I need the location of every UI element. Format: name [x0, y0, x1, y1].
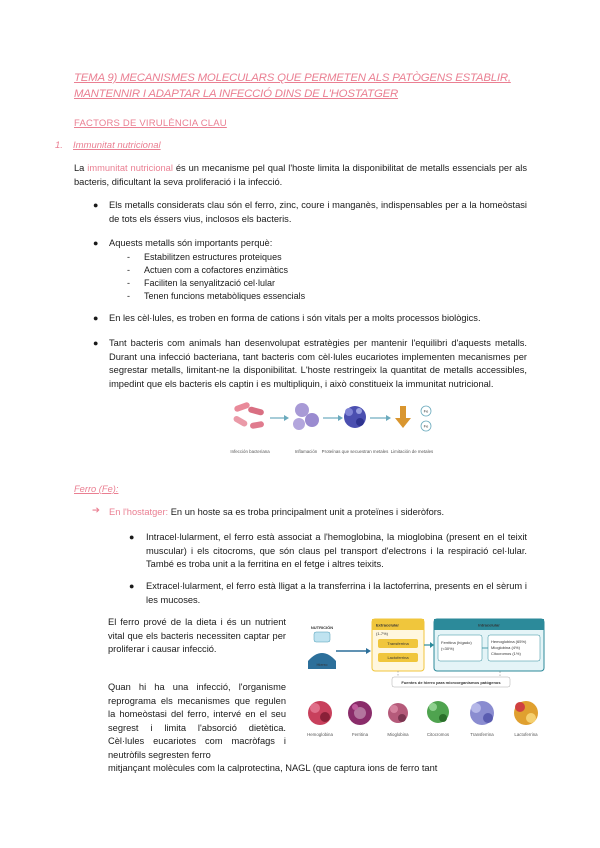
bacteria-icon — [232, 401, 264, 429]
sub-item-text: Estabilitzen estructures proteiques — [144, 252, 282, 262]
immunity-figure — [228, 398, 443, 470]
bullet-text-2: Aquests metalls són importants perquè: — [109, 238, 273, 248]
fe-badge-icon — [421, 406, 431, 431]
extracellular-box — [372, 619, 424, 671]
diet-paragraph: El ferro prové de la dieta i és un nutrient vital que els bacteris necessiten captar per proliferar i causar infecció. — [108, 617, 286, 654]
section-heading: FACTORS DE VIRULÈNCIA CLAU — [74, 118, 227, 129]
sub-item: - Estabilitzen estructures proteiques — [127, 252, 282, 262]
protein-label: Mioglobina — [387, 732, 409, 737]
hostatger-lead: En l'hostatger: — [109, 507, 169, 517]
sub-item-text: Actuen com a cofactores enzimàtics — [144, 265, 289, 275]
sources-label: Fuentes de hierro para microorganismos patógenos — [401, 680, 501, 685]
intro-term: immunitat nutricional — [87, 163, 173, 173]
lactoferrina-icon — [514, 701, 538, 725]
down-arrow-icon — [395, 406, 411, 428]
intro-lead: La — [74, 163, 85, 173]
bullet-dot: ● — [93, 238, 99, 248]
ferritin-label: Ferritina (hígado) — [441, 640, 472, 645]
intracellular-item: Citocromos (1%) — [491, 651, 521, 656]
intracellular-title: Intracelular — [478, 622, 500, 628]
bullet-dot: ● — [129, 532, 135, 542]
intracellular-item: Mioglobina (4%) — [491, 645, 520, 650]
bullet-dot: ● — [93, 200, 99, 210]
ferro-bullet-2: Extracel·lularment, el ferro està lligat a la transferrina i la lactoferrina, presents en el sèrum i les mucoses. — [146, 581, 527, 605]
hemoglobina-icon — [308, 701, 332, 725]
ferro-bullet-1: Intracel·lularment, el ferro està associat a l'hemoglobina, la mioglobina (present en el teixit muscular) i els citocroms, que són claus pel transport d'electrons i la respiració cel·lular. També es troba unit a la ferritina en el fetge i altres teixits. — [146, 532, 527, 569]
infection-paragraph: Quan hi ha una infecció, l'organisme reprograma els mecanismes que regulen la homeòstasi del ferro, intervé en el seu segrest i limita l'absorció dietètica. Cèl·lules eucariotes com macròfags i neutròfils segresten ferro — [108, 682, 286, 760]
iron-figure — [300, 615, 550, 755]
nutrition-block — [308, 625, 336, 669]
sub-item-text: Tenen funcions metabòliques essencials — [144, 291, 306, 301]
figure-label: Proteínas que secuestran metales — [321, 449, 389, 454]
sub-item: - Actuen com a cofactores enzimàtics — [127, 265, 289, 275]
fe-badge-label: Fe — [423, 423, 429, 429]
intracellular-item: Hemoglobina (65%) — [491, 639, 527, 644]
title-line-1: TEMA 9) MECANISMES MOLECULARS QUE PERMETEN ALS PATÒGENS ESTABLIR, — [74, 72, 511, 84]
mioglobina-icon — [388, 703, 408, 723]
extracellular-title: Extracelular — [376, 622, 399, 628]
protein-label: Hemoglobina — [307, 732, 333, 737]
infection-paragraph-continued: mitjançant molècules com la calprotectina, NAGL (que captura ions de ferro tant — [108, 763, 438, 773]
figure-label: Limitación de metales — [390, 449, 434, 454]
figure-label: Infección bacteriana — [230, 449, 270, 454]
lactoferrina-chip: Lactoferrina — [387, 655, 409, 660]
bullet-dot: ● — [129, 581, 135, 591]
hostatger-text: En un hoste sa es troba principalment unit a proteïnes i sideròfors. — [170, 507, 445, 517]
intro-paragraph — [74, 162, 527, 189]
arrow-icon: ➔ — [92, 505, 100, 516]
transferrina-chip: Transferrina — [387, 641, 409, 646]
numbered-heading — [55, 140, 161, 151]
ferritina-icon — [348, 701, 372, 725]
ferritin-pct: (<30%) — [441, 646, 455, 651]
protein-label: Citocromos — [426, 732, 450, 737]
page-title — [74, 70, 544, 102]
heading-number: 1. — [55, 140, 63, 151]
inflammation-icon — [293, 403, 319, 430]
protein-label: Ferritina — [351, 732, 369, 737]
bullet-dot: ● — [93, 313, 99, 323]
bullet-text-1: Els metalls considerats clau són el ferro, zinc, coure i manganès, indispensables per a la homeòstasi de tots els éssers vius, inclosos els bacteris. — [109, 200, 527, 224]
fe-badge-label: Fe — [423, 408, 429, 414]
bullet-text-3: En les cèl·lules, es troben en forma de cations i són vitals per a molts processos biològics. — [109, 313, 481, 323]
protein-label: Transferrina — [470, 732, 494, 737]
bullet-text-4: Tant bacteris com animals han desenvolupat estratègies per mantenir l'equilibri d'aquests metalls. Durant una infecció bacteriana, tant bacteris com cèl·lules eucariotes implementen mecanismes per segrestar metalls, limitant-ne la disponibilitat. L'hoste restringeix la quantitat de metalls accessibles, impedint que els bacteris els captin i es multipliquin, i això constitueix la immunitat nutricional. — [109, 338, 527, 389]
figure-label: Inflamación — [294, 449, 318, 454]
iron-label: Hierro — [316, 662, 328, 667]
proteins-icon — [344, 406, 366, 428]
hostatger-line — [109, 506, 529, 520]
transferrina-icon — [470, 701, 494, 725]
nutrition-label: NUTRICIÓN — [310, 625, 334, 630]
extracellular-sub: (1-7%) — [376, 631, 389, 636]
protein-label: Lactoferrina — [514, 732, 538, 737]
sub-item: - Tenen funcions metabòliques essencials — [127, 291, 306, 301]
ferro-heading: Ferro (Fe): — [74, 484, 119, 494]
heading-text: Immunitat nutricional — [73, 140, 161, 151]
sub-item-text: Faciliten la senyalització cel·lular — [144, 278, 276, 288]
bullet-dot: ● — [93, 338, 99, 348]
citocromos-icon — [427, 701, 449, 723]
sub-item: - Faciliten la senyalització cel·lular — [127, 278, 276, 288]
intro-rest: és un mecanisme pel qual l'hoste limita la disponibilitat de metalls essencials per als bacteris, dificultant la seva proliferació i la infecció. — [74, 163, 527, 187]
intracellular-box — [434, 619, 544, 671]
title-line-2: MANTENNIR I ADAPTAR LA INFECCIÓ DINS DE L'HOSTATGER — [74, 88, 399, 100]
